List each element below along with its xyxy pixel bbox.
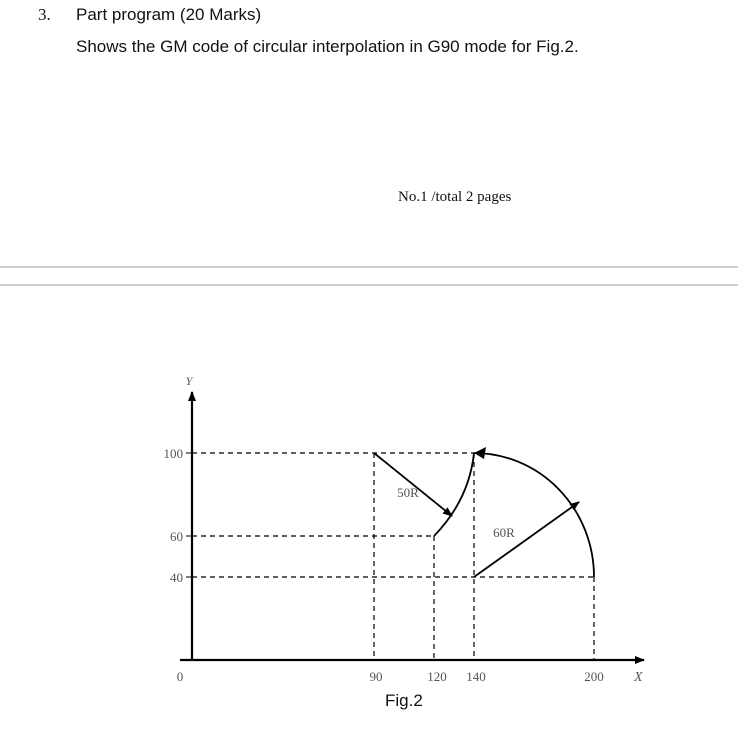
question-title: Part program (20 Marks)	[76, 5, 262, 24]
y-tick-100: 100	[163, 446, 183, 461]
x-axis-label: X	[634, 670, 643, 685]
x-tick-200: 200	[584, 669, 604, 684]
figure-caption: Fig.2	[385, 691, 423, 710]
arc-direction-arrowhead	[474, 447, 486, 459]
x-tick-120: 120	[427, 669, 447, 684]
y-axis-label: Y	[185, 374, 193, 388]
origin-label: 0	[176, 669, 184, 684]
arc-50r	[434, 453, 474, 536]
page-indicator: No.1 /total 2 pages	[398, 189, 512, 205]
y-tick-40: 40	[170, 570, 183, 585]
question-number: 3.	[38, 5, 51, 24]
y-tick-60: 60	[170, 529, 183, 544]
arc-50r-label: 50R	[397, 485, 419, 500]
reference-lines	[192, 453, 594, 660]
arc-60r-label: 60R	[493, 525, 515, 540]
x-tick-140: 140	[466, 669, 486, 684]
arc-60r	[474, 453, 594, 577]
x-tick-90: 90	[369, 669, 383, 684]
radius-arrow-60r	[474, 502, 579, 577]
question-description: Shows the GM code of circular interpolation in G90 mode for Fig.2.	[76, 37, 579, 56]
